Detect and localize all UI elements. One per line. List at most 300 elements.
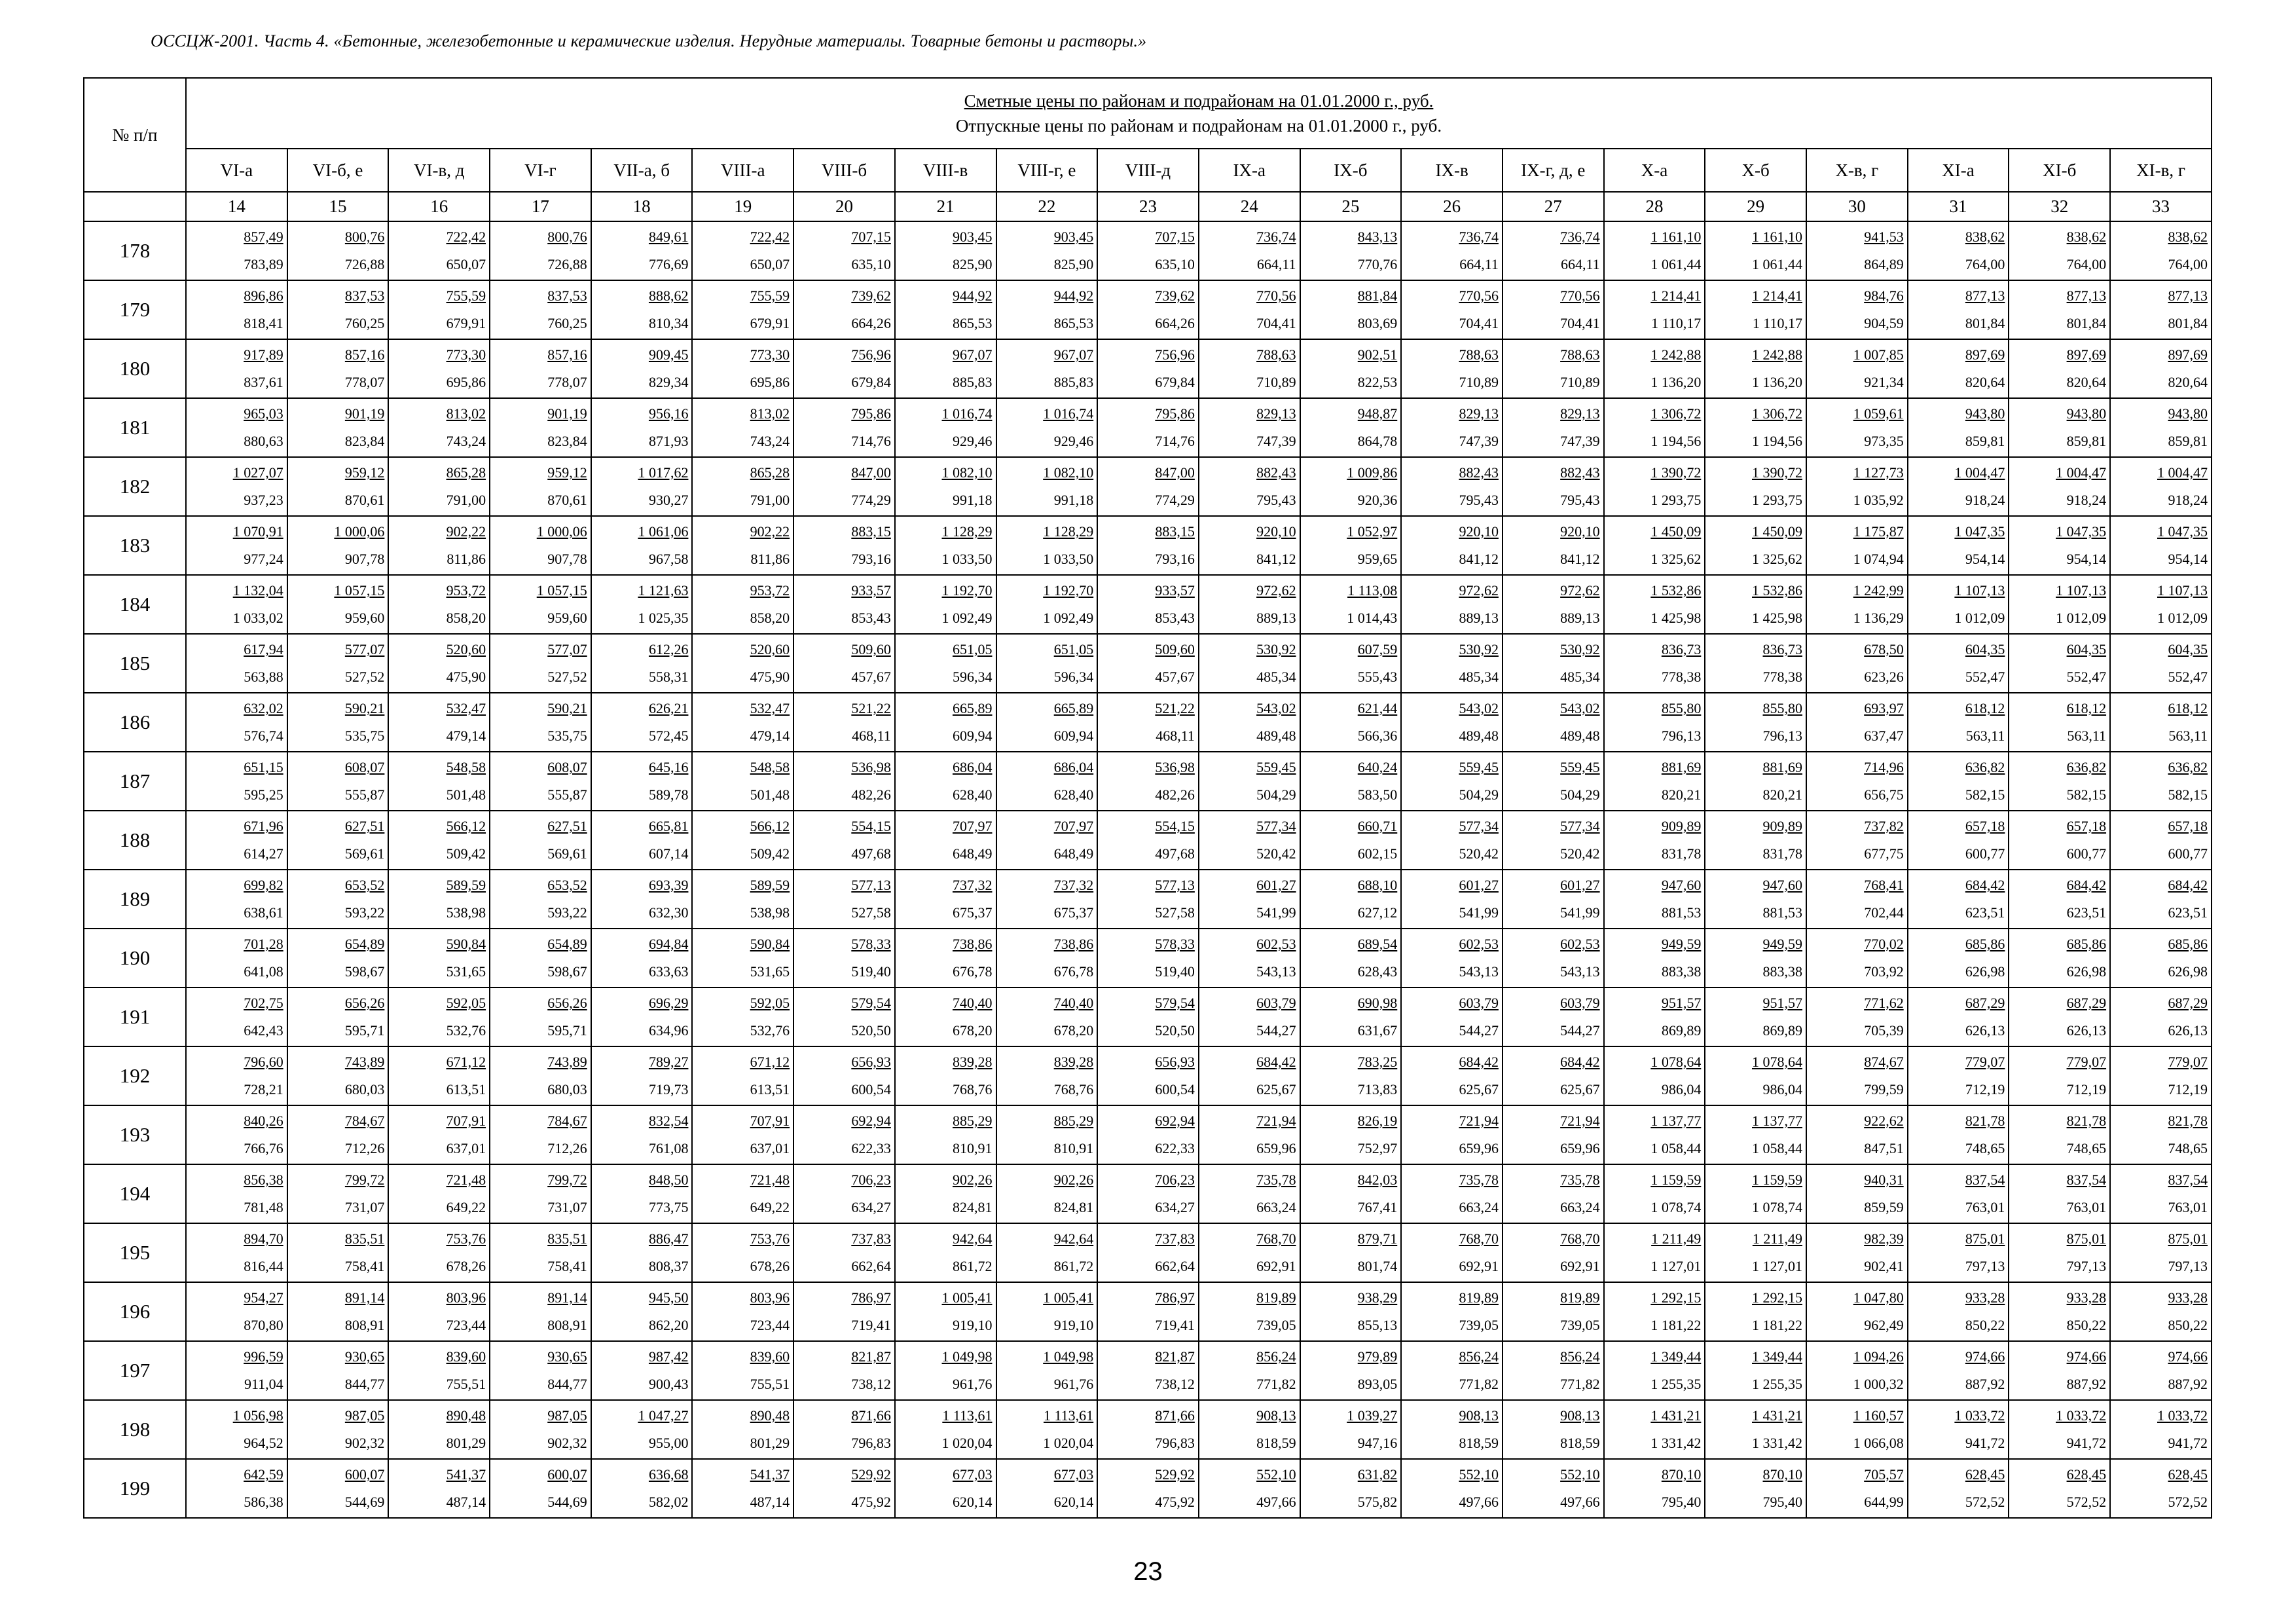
release-price: 918,24 <box>2066 492 2107 508</box>
estimated-price: 784,67 <box>344 1113 385 1129</box>
price-cell <box>1604 870 1705 929</box>
release-price: 1 110,17 <box>1651 315 1702 331</box>
release-price: 1 012,09 <box>2056 610 2107 626</box>
release-price: 747,39 <box>1560 433 1600 449</box>
price-cell <box>490 1459 591 1518</box>
release-price: 739,05 <box>1459 1317 1499 1333</box>
price-cell <box>2110 1341 2212 1400</box>
estimated-price: 590,84 <box>446 936 486 952</box>
release-price: 609,94 <box>1053 728 1094 744</box>
price-cell <box>692 929 793 987</box>
price-cell <box>1401 575 1503 634</box>
release-price: 541,99 <box>1560 904 1600 921</box>
price-cell <box>490 929 591 987</box>
estimated-price: 821,78 <box>1965 1113 2005 1129</box>
release-price: 703,92 <box>1864 963 1904 980</box>
estimated-price: 559,45 <box>1560 759 1600 775</box>
release-price: 986,04 <box>1661 1081 1702 1098</box>
estimated-price: 737,82 <box>1864 818 1904 834</box>
estimated-price: 684,42 <box>1965 877 2005 893</box>
estimated-price: 590,21 <box>344 700 385 716</box>
estimated-price: 837,54 <box>1965 1172 2005 1188</box>
release-price: 764,00 <box>2168 256 2208 272</box>
estimated-price: 965,03 <box>244 405 283 422</box>
estimated-price: 855,80 <box>1762 700 1802 716</box>
release-price: 1 061,44 <box>1752 256 1802 272</box>
estimated-price: 1 450,09 <box>1752 523 1802 540</box>
release-price: 489,48 <box>1459 728 1499 744</box>
release-price: 663,24 <box>1256 1199 1296 1215</box>
estimated-price: 839,60 <box>750 1348 790 1365</box>
estimated-price: 706,23 <box>851 1172 891 1188</box>
price-cell <box>1199 1459 1300 1518</box>
release-price: 811,86 <box>446 551 486 567</box>
estimated-price: 1 004,47 <box>2157 464 2208 481</box>
table-row <box>84 929 2212 987</box>
release-price: 485,34 <box>1256 669 1296 685</box>
estimated-price: 908,13 <box>1560 1407 1600 1424</box>
estimated-price: 942,64 <box>1053 1230 1094 1247</box>
release-price: 962,49 <box>1864 1317 1904 1333</box>
estimated-price: 559,45 <box>1256 759 1296 775</box>
row-number: 182 <box>84 457 186 516</box>
estimated-price: 881,69 <box>1762 759 1802 775</box>
estimated-price: 829,13 <box>1459 405 1499 422</box>
estimated-price: 677,03 <box>953 1466 993 1483</box>
release-price: 1 033,50 <box>1043 551 1094 567</box>
table-row <box>84 280 2212 339</box>
release-price: 625,67 <box>1459 1081 1499 1098</box>
release-price: 572,52 <box>2168 1494 2208 1510</box>
estimated-price: 656,93 <box>851 1054 891 1070</box>
release-price: 520,50 <box>851 1022 891 1039</box>
release-price: 544,69 <box>547 1494 587 1510</box>
estimated-price: 1 082,10 <box>941 464 993 481</box>
estimated-price: 779,07 <box>2168 1054 2208 1070</box>
release-price: 921,34 <box>1864 374 1904 390</box>
estimated-price: 1 175,87 <box>1853 523 1904 540</box>
release-price: 743,24 <box>750 433 790 449</box>
estimated-price: 1 211,49 <box>1752 1230 1802 1247</box>
price-cell <box>1705 870 1806 929</box>
estimated-price: 706,23 <box>1155 1172 1195 1188</box>
price-cell <box>895 1400 996 1459</box>
price-cell <box>388 221 490 280</box>
estimated-price: 1 005,41 <box>941 1289 993 1306</box>
price-cell <box>1401 870 1503 929</box>
price-cell <box>591 870 693 929</box>
estimated-price: 1 306,72 <box>1650 405 1702 422</box>
release-price: 831,78 <box>1661 845 1702 862</box>
release-price: 475,90 <box>750 669 790 685</box>
release-price: 837,61 <box>244 374 283 390</box>
release-price: 664,11 <box>1560 256 1600 272</box>
estimated-price: 837,54 <box>2066 1172 2107 1188</box>
table-row <box>84 221 2212 280</box>
estimated-price: 877,13 <box>1965 287 2005 304</box>
release-price: 695,86 <box>446 374 486 390</box>
price-cell <box>1300 575 1402 634</box>
estimated-price: 856,24 <box>1560 1348 1600 1365</box>
price-cell <box>388 1046 490 1105</box>
release-price: 520,42 <box>1256 845 1296 862</box>
release-price: 501,48 <box>750 786 790 803</box>
estimated-price: 1 004,47 <box>2056 464 2107 481</box>
price-cell <box>1604 280 1705 339</box>
price-cell <box>591 987 693 1046</box>
release-price: 801,74 <box>1357 1258 1398 1274</box>
price-cell <box>1199 398 1300 457</box>
price-cell <box>1503 1400 1604 1459</box>
release-price: 535,75 <box>547 728 587 744</box>
column-number: 27 <box>1503 192 1604 221</box>
estimated-price: 1 016,74 <box>941 405 993 422</box>
release-price: 855,13 <box>1357 1317 1398 1333</box>
estimated-price: 933,57 <box>851 582 891 599</box>
release-price: 967,58 <box>648 551 689 567</box>
price-cell <box>186 516 287 575</box>
price-cell <box>996 1459 1098 1518</box>
release-price: 664,11 <box>1256 256 1296 272</box>
estimated-price: 803,96 <box>446 1289 486 1306</box>
release-price: 853,43 <box>1155 610 1195 626</box>
price-cell <box>996 929 1098 987</box>
estimated-price: 890,48 <box>750 1407 790 1424</box>
price-cell <box>1908 221 2009 280</box>
price-cell <box>1199 221 1300 280</box>
release-price: 659,96 <box>1459 1140 1499 1156</box>
estimated-price: 685,86 <box>2168 936 2208 952</box>
estimated-price: 721,94 <box>1256 1113 1296 1129</box>
estimated-price: 738,86 <box>1053 936 1094 952</box>
release-price: 634,27 <box>1155 1199 1195 1215</box>
release-price: 726,88 <box>547 256 587 272</box>
estimated-price: 627,51 <box>547 818 587 834</box>
table-row <box>84 1459 2212 1518</box>
release-price: 797,13 <box>2168 1258 2208 1274</box>
release-price: 1 092,49 <box>941 610 993 626</box>
release-price: 767,41 <box>1357 1199 1398 1215</box>
release-price: 797,13 <box>1965 1258 2005 1274</box>
estimated-price: 1 078,64 <box>1650 1054 1702 1070</box>
release-price: 1 014,43 <box>1347 610 1398 626</box>
price-cell <box>591 339 693 398</box>
estimated-price: 836,73 <box>1661 641 1702 657</box>
estimated-price: 1 061,06 <box>638 523 689 540</box>
release-price: 677,75 <box>1864 845 1904 862</box>
release-price: 555,87 <box>344 786 385 803</box>
price-cell <box>1705 1046 1806 1105</box>
estimated-price: 813,02 <box>446 405 486 422</box>
price-cell <box>1300 1223 1402 1282</box>
price-cell <box>1097 870 1199 929</box>
release-price: 475,90 <box>446 669 486 685</box>
price-cell <box>388 870 490 929</box>
price-cell <box>186 1046 287 1105</box>
release-price: 883,38 <box>1762 963 1802 980</box>
row-number: 178 <box>84 221 186 280</box>
table-row <box>84 575 2212 634</box>
release-price: 563,11 <box>2067 728 2107 744</box>
estimated-price: 972,62 <box>1256 582 1296 599</box>
row-number: 181 <box>84 398 186 457</box>
release-price: 705,39 <box>1864 1022 1904 1039</box>
estimated-price: 1 292,15 <box>1752 1289 1802 1306</box>
estimated-price: 890,48 <box>446 1407 486 1424</box>
price-cell <box>1401 221 1503 280</box>
estimated-price: 592,05 <box>750 995 790 1011</box>
price-cell <box>186 280 287 339</box>
estimated-price: 837,53 <box>547 287 587 304</box>
column-number: 26 <box>1401 192 1503 221</box>
release-price: 796,83 <box>851 1435 891 1451</box>
estimated-price: 933,28 <box>1965 1289 2005 1306</box>
release-price: 1 194,56 <box>1650 433 1702 449</box>
release-price: 1 181,22 <box>1752 1317 1802 1333</box>
release-price: 710,89 <box>1459 374 1499 390</box>
release-price: 881,53 <box>1661 904 1702 921</box>
release-price: 865,53 <box>1053 315 1094 331</box>
release-price: 907,78 <box>547 551 587 567</box>
row-number: 185 <box>84 634 186 693</box>
release-price: 544,27 <box>1560 1022 1600 1039</box>
estimated-price: 656,93 <box>1155 1054 1195 1070</box>
release-price: 664,26 <box>851 315 891 331</box>
estimated-price: 707,91 <box>750 1113 790 1129</box>
price-cell <box>793 929 895 987</box>
release-price: 626,13 <box>2168 1022 2208 1039</box>
estimated-price: 788,63 <box>1256 346 1296 363</box>
estimated-price: 875,01 <box>2066 1230 2107 1247</box>
release-price: 763,01 <box>2168 1199 2208 1215</box>
price-cell <box>388 752 490 811</box>
estimated-price: 1 192,70 <box>1043 582 1094 599</box>
estimated-price: 735,78 <box>1560 1172 1600 1188</box>
estimated-price: 1 161,10 <box>1752 229 1802 245</box>
price-cell <box>490 870 591 929</box>
estimated-price: 996,59 <box>244 1348 283 1365</box>
price-cell <box>1806 987 1908 1046</box>
estimated-price: 520,60 <box>446 641 486 657</box>
price-cell <box>490 575 591 634</box>
column-number: 16 <box>388 192 490 221</box>
price-cell <box>692 811 793 870</box>
estimated-price: 770,02 <box>1864 936 1904 952</box>
price-cell <box>1401 929 1503 987</box>
price-cell <box>186 457 287 516</box>
estimated-price: 909,89 <box>1762 818 1802 834</box>
estimated-price: 693,97 <box>1864 700 1904 716</box>
price-cell <box>1300 870 1402 929</box>
estimated-price: 755,59 <box>446 287 486 304</box>
column-number: 19 <box>692 192 793 221</box>
price-cell <box>591 575 693 634</box>
price-cell <box>1199 280 1300 339</box>
release-price: 822,53 <box>1357 374 1398 390</box>
price-cell <box>1097 1164 1199 1223</box>
estimated-price: 768,41 <box>1864 877 1904 893</box>
price-cell <box>490 752 591 811</box>
release-price: 918,24 <box>1965 492 2005 508</box>
release-price: 723,44 <box>446 1317 486 1333</box>
estimated-price: 756,96 <box>851 346 891 363</box>
price-cell <box>2110 221 2212 280</box>
release-price: 634,96 <box>648 1022 689 1039</box>
release-price: 947,16 <box>1357 1435 1398 1451</box>
release-price: 620,14 <box>953 1494 993 1510</box>
price-cell <box>1806 693 1908 752</box>
price-cell <box>1705 575 1806 634</box>
estimated-price: 795,86 <box>851 405 891 422</box>
estimated-price: 1 137,77 <box>1752 1113 1802 1129</box>
row-number: 179 <box>84 280 186 339</box>
release-price: 793,16 <box>1155 551 1195 567</box>
release-price: 747,39 <box>1459 433 1499 449</box>
price-cell <box>591 693 693 752</box>
estimated-price: 849,61 <box>648 229 689 245</box>
price-cell <box>1097 1400 1199 1459</box>
release-price: 1 325,62 <box>1752 551 1802 567</box>
estimated-price: 842,03 <box>1357 1172 1398 1188</box>
estimated-price: 738,86 <box>953 936 993 952</box>
estimated-price: 1 211,49 <box>1651 1230 1702 1247</box>
release-price: 704,41 <box>1256 315 1296 331</box>
estimated-price: 865,28 <box>446 464 486 481</box>
price-cell <box>996 634 1098 693</box>
price-cell <box>2110 811 2212 870</box>
price-cell <box>2009 1105 2110 1164</box>
column-number: 22 <box>996 192 1098 221</box>
column-number: 33 <box>2110 192 2212 221</box>
release-price: 572,45 <box>648 728 689 744</box>
district-header: X-б <box>1705 149 1806 192</box>
price-cell <box>692 1400 793 1459</box>
estimated-price: 947,60 <box>1762 877 1802 893</box>
estimated-price: 739,62 <box>851 287 891 304</box>
price-cell <box>1705 221 1806 280</box>
estimated-price: 891,14 <box>344 1289 385 1306</box>
release-price: 774,29 <box>851 492 891 508</box>
release-price: 783,89 <box>244 256 283 272</box>
price-cell <box>1908 1341 2009 1400</box>
release-price: 850,22 <box>2066 1317 2107 1333</box>
release-price: 489,48 <box>1256 728 1296 744</box>
release-price: 731,07 <box>344 1199 385 1215</box>
price-cell <box>1604 1046 1705 1105</box>
release-price: 623,51 <box>1965 904 2005 921</box>
table-row <box>84 1105 2212 1164</box>
estimated-price: 602,53 <box>1560 936 1600 952</box>
release-price: 865,53 <box>953 315 993 331</box>
estimated-price: 577,34 <box>1560 818 1600 834</box>
price-cell <box>287 1223 389 1282</box>
price-cell <box>1300 987 1402 1046</box>
price-cell <box>1705 929 1806 987</box>
release-price: 818,59 <box>1256 1435 1296 1451</box>
price-cell <box>1097 280 1199 339</box>
estimated-price: 552,10 <box>1459 1466 1499 1483</box>
column-number-blank <box>84 192 186 221</box>
release-price: 552,47 <box>2168 669 2208 685</box>
price-cell <box>2110 634 2212 693</box>
release-price: 485,34 <box>1459 669 1499 685</box>
price-cell <box>1908 987 2009 1046</box>
release-price: 497,68 <box>851 845 891 862</box>
price-cell <box>793 516 895 575</box>
price-cell <box>2009 987 2110 1046</box>
estimated-price: 942,64 <box>953 1230 993 1247</box>
price-cell <box>692 870 793 929</box>
estimated-price: 1 306,72 <box>1752 405 1802 422</box>
column-number: 23 <box>1097 192 1199 221</box>
price-cell <box>1705 280 1806 339</box>
column-number: 18 <box>591 192 693 221</box>
estimated-price: 592,05 <box>446 995 486 1011</box>
price-cell <box>1401 516 1503 575</box>
estimated-price: 687,29 <box>2168 995 2208 1011</box>
estimated-price: 684,42 <box>2066 877 2107 893</box>
estimated-price: 701,28 <box>244 936 283 952</box>
price-cell <box>186 221 287 280</box>
price-cell <box>287 752 389 811</box>
estimated-price: 684,42 <box>1560 1054 1600 1070</box>
estimated-price: 943,80 <box>2168 405 2208 422</box>
price-cell <box>388 929 490 987</box>
release-price: 820,21 <box>1762 786 1802 803</box>
price-cell <box>1705 1105 1806 1164</box>
release-price: 795,40 <box>1661 1494 1702 1510</box>
release-price: 497,66 <box>1560 1494 1600 1510</box>
price-cell <box>2009 811 2110 870</box>
estimated-price: 521,22 <box>851 700 891 716</box>
price-cell <box>186 870 287 929</box>
price-cell <box>1908 811 2009 870</box>
price-cell <box>1604 752 1705 811</box>
price-cell <box>1604 811 1705 870</box>
estimated-price: 886,47 <box>648 1230 689 1247</box>
estimated-price: 768,70 <box>1560 1230 1600 1247</box>
estimated-price: 660,71 <box>1357 818 1398 834</box>
estimated-price: 943,80 <box>1965 405 2005 422</box>
release-price: 710,89 <box>1256 374 1296 390</box>
district-header: VI-г <box>490 149 591 192</box>
price-cell <box>1401 1223 1503 1282</box>
price-cell <box>895 1164 996 1223</box>
release-price: 644,99 <box>1864 1494 1904 1510</box>
estimated-price: 753,76 <box>446 1230 486 1247</box>
release-price: 1 136,20 <box>1752 374 1802 390</box>
estimated-price: 640,24 <box>1357 759 1398 775</box>
release-price: 678,26 <box>750 1258 790 1274</box>
release-price: 954,14 <box>1965 551 2005 567</box>
price-cell <box>287 1046 389 1105</box>
release-price: 555,87 <box>547 786 587 803</box>
price-cell <box>1300 1105 1402 1164</box>
estimated-price: 897,69 <box>1965 346 2005 363</box>
price-cell <box>186 1105 287 1164</box>
release-price: 941,72 <box>1965 1435 2005 1451</box>
district-header: XI-б <box>2009 149 2110 192</box>
price-cell <box>287 280 389 339</box>
estimated-price: 743,89 <box>344 1054 385 1070</box>
release-price: 816,44 <box>244 1258 283 1274</box>
release-price: 1 127,01 <box>1650 1258 1702 1274</box>
release-price: 633,63 <box>648 963 689 980</box>
estimated-price: 529,92 <box>1155 1466 1195 1483</box>
estimated-price: 735,78 <box>1459 1172 1499 1188</box>
estimated-price: 684,42 <box>2168 877 2208 893</box>
estimated-price: 590,84 <box>750 936 790 952</box>
